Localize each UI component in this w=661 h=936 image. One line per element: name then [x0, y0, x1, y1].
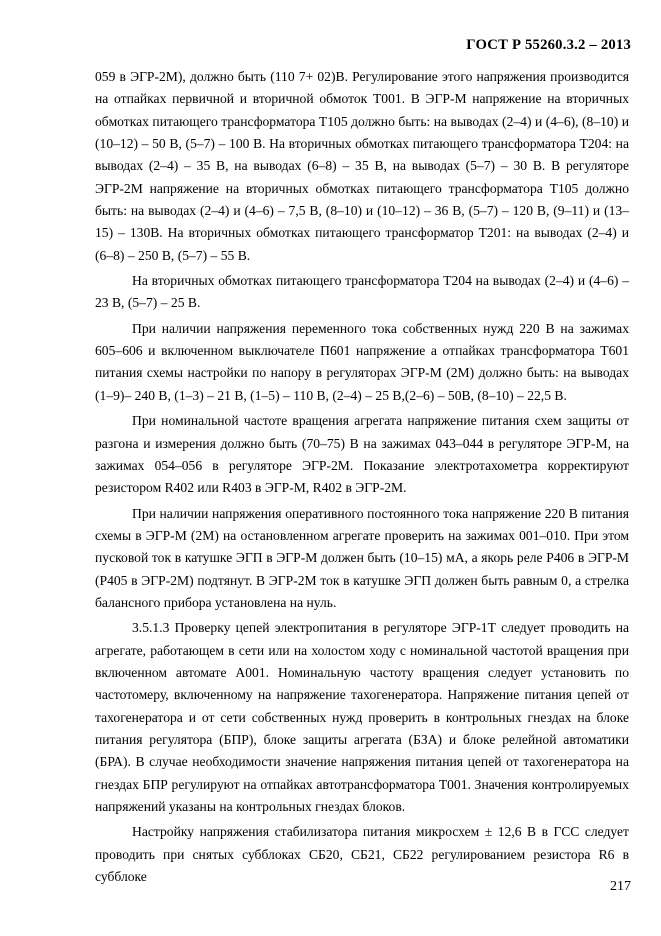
- paragraph-nominal-frequency: При номинальной частоте вращения агрегата напряжение питания схем защиты от разгона и измерения должно быть (70–75) В на зажимах 043–044 в регуляторе ЭГР-М, на зажимах 054–056 в регуляторе ЭГР-2М. Показание электротахометра корректируют резистором R402 или R403 в ЭГР-М, R402 в ЭГР-2М.: [95, 413, 629, 496]
- document-body: [95, 66, 629, 888]
- paragraph-section-3-5-1-3: 3.5.1.3 Проверку цепей электропитания в регуляторе ЭГР-1Т следует проводить на агрегате, работающем в сети или на холостом ходу с номинальной частотой вращения при включенном автомате А001. Номинальную частоту вращения следует установить по частотомеру, включенному на напряжение тахогенератора. Напряжение питания цепей от тахогенератора и от сети собственных нужд проверить в контрольных гнездах на блоке питания регулятора (БПР), блоке защиты агрегата (БЗА) и блоке релейной автоматики (БРА). В случае необходимости значение напряжения питания цепей от тахогенератора на гнездах БПР регулируют на отпайках автотрансформатора Т001. Значения контролируемых напряжений указаны на контрольных гнездах блоков.: [95, 620, 629, 814]
- paragraph-dc-supply: При наличии напряжения оперативного постоянного тока напряжение 220 В питания схемы в ЭГР-М (2М) на остановленном агрегате проверить на зажимах 001–010. При этом пусковой ток в катушке ЭГП в ЭГР-М должен быть (10–15) мА, а якорь реле Р406 в ЭГР-М (Р405 в ЭГР-2М) подтянут. В ЭГР-2М ток в катушке ЭГП должен быть равным 0, а стрелка балансного прибора установлена на нуль.: [95, 505, 629, 610]
- page-number: 217: [610, 879, 631, 894]
- paragraph-t204-windings: На вторичных обмотках питающего трансформатора Т204 на выводах (2–4) и (4–6) – 23 В, (5–7) – 25 В.: [95, 273, 629, 311]
- paragraph-continuation: 059 в ЭГР-2М), должно быть (110 7+ 02)В. Регулирование этого напряжения производится на отпайках первичной и вторичной обмоток Т001. В ЭГР-М напряжение на вторичных обмотках питающего трансформатора Т105 должно быть: на выводах (2–4) и (4–6), (8–10) и (10–12) – 50 В, (5–7) – 100 В. На вторичных обмотках питающего трансформатора Т204: на выводах (2–4) – 35 В, на выводах (6–8) – 35 В, на выводах (5–7) – 30 В. В регуляторе ЭГР-2М напряжение на вторичных обмотках питающего трансформатора Т105 должно быть: на выводах (2–4) и (4–6) – 7,5 В, (8–10) и (10–12) – 36 В, (5–7) – 120 В, (9–11) и (13–15) – 130В. На вторичных обмотках питающего трансформатор Т201: на выводах (2–4) и (6–8) – 250 В, (5–7) – 55 В.: [95, 69, 629, 263]
- paragraph-stabilizer-setup: Настройку напряжения стабилизатора питания микросхем ± 12,6 В в ГСС следует проводить при снятых субблоках СБ20, СБ21, СБ22 регулированием резистора R6 в субблоке: [95, 824, 629, 885]
- paragraph-ac-supply: При наличии напряжения переменного тока собственных нужд 220 В на зажимах 605–606 и включенном выключателе П601 напряжение а отпайках трансформатора Т601 питания схемы настройки по напору в регуляторах ЭГР-М (2М) должно быть: на выводах (1–9)– 240 В, (1–3) – 21 В, (1–5) – 110 В, (2–4) – 25 В,(2–6) – 50В, (8–10) – 22,5 В.: [95, 320, 629, 403]
- standard-header: ГОСТ Р 55260.3.2 – 2013: [466, 37, 631, 53]
